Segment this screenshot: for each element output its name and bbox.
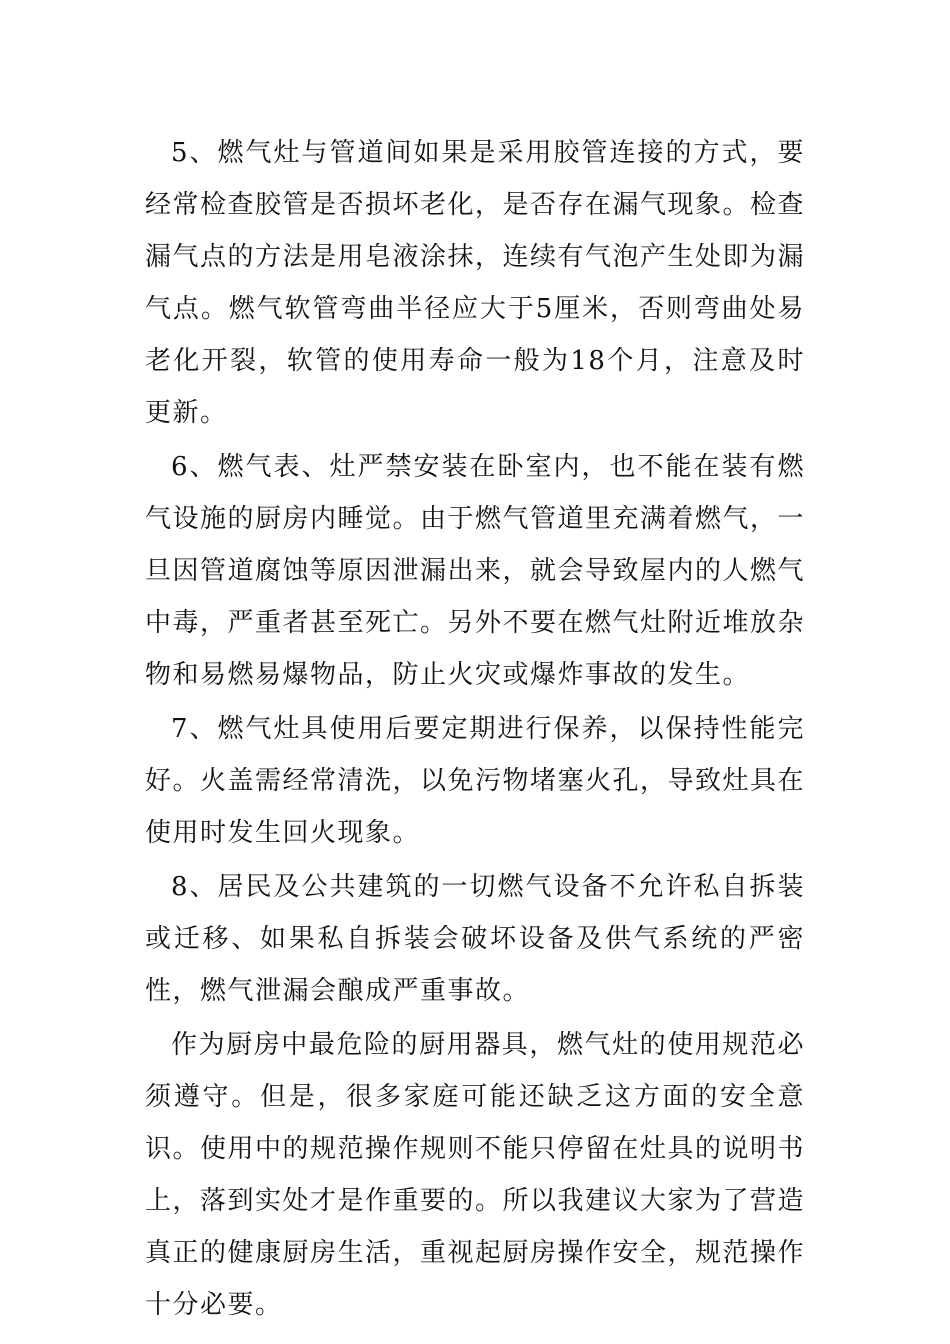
paragraph-item-7: 7、燃气灶具使用后要定期进行保养，以保持性能完好。火盖需经常清洗，以免污物堵塞火孔，导致灶具在使用时发生回火现象。 bbox=[145, 714, 806, 848]
paragraph-item-5: 5、燃气灶与管道间如果是采用胶管连接的方式，要经常检查胶管是否损坏老化，是否存在漏气现象。检查漏气点的方法是用皂液涂抹，连续有气泡产生处即为漏气点。燃气软管弯曲半径应大于5厘米，否则弯曲处易老化开裂，软管的使用寿命一般为18个月，注意及时更新。 bbox=[145, 138, 806, 428]
paragraph-item-6: 6、燃气表、灶严禁安装在卧室内，也不能在装有燃气设施的厨房内睡觉。由于燃气管道里充满着燃气，一旦因管道腐蚀等原因泄漏出来，就会导致屋内的人燃气中毒，严重者甚至死亡。另外不要在燃气灶附近堆放杂物和易燃易爆物品，防止火灾或爆炸事故的发生。 bbox=[145, 452, 806, 690]
document-body bbox=[145, 127, 805, 1333]
paragraph-conclusion: 作为厨房中最危险的厨用器具，燃气灶的使用规范必须遵守。但是，很多家庭可能还缺乏这方面的安全意识。使用中的规范操作规则不能只停留在灶具的说明书上，落到实处才是作重要的。所以我建议大家为了营造真正的健康厨房生活，重视起厨房操作安全，规范操作十分必要。 bbox=[145, 1030, 806, 1320]
paragraph-item-8: 8、居民及公共建筑的一切燃气设备不允许私自拆装或迁移、如果私自拆装会破坏设备及供气系统的严密性，燃气泄漏会酿成严重事故。 bbox=[145, 872, 805, 1006]
